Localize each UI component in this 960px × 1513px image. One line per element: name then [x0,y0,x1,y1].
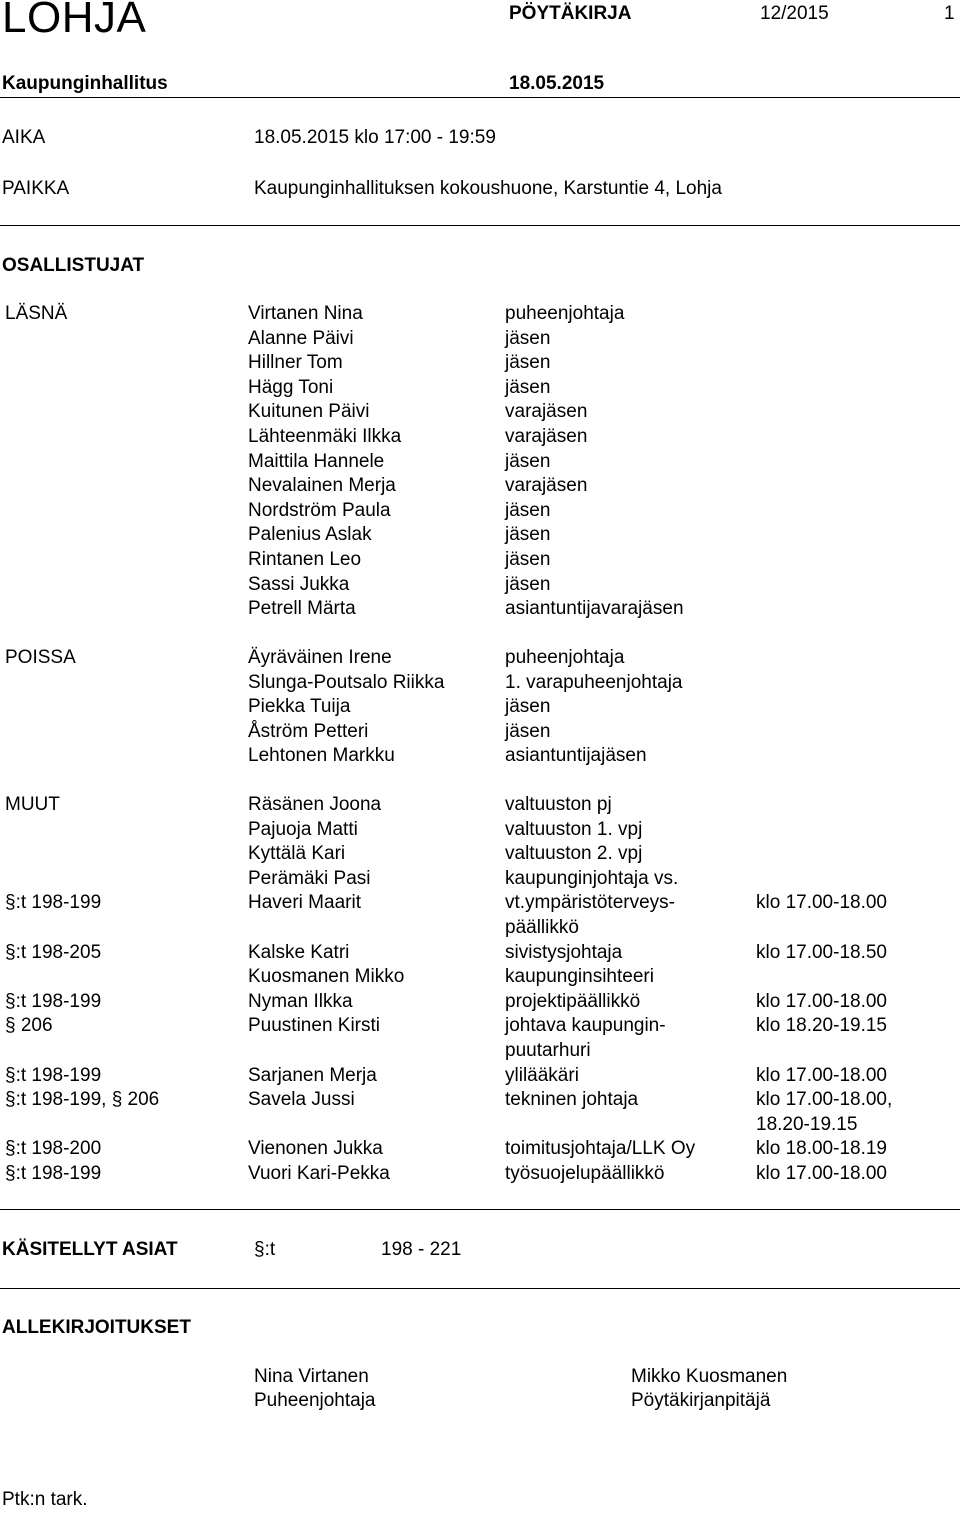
participant-role: jäsen [505,376,551,398]
other-time: klo 17.00-18.00 [756,1163,887,1184]
participant-name: Slunga-Poutsalo Riikka [248,671,445,693]
participant-name: Lähteenmäki Ilkka [248,426,402,447]
other-row [0,941,960,966]
other-row [0,891,960,938]
participant-row [0,351,960,376]
participant-name: Petrell Märta [248,598,356,620]
other-time: klo 17.00-18.50 [756,941,887,963]
other-role: johtava kaupungin- [505,1015,666,1037]
other-row [0,842,960,867]
participant-row [0,548,960,573]
review-label: Ptk:n tark. [2,1489,88,1510]
participant-row [0,573,960,598]
other-section: §:t 198-200 [5,1138,102,1160]
other-name: Savela Jussi [248,1089,355,1111]
other-name: Haveri Maarit [248,892,361,914]
participant-name: Rintanen Leo [248,549,362,570]
participant-role: jäsen [505,720,551,742]
other-section: §:t 198-199 [5,990,102,1012]
handled-rule [0,1288,960,1289]
participant-role: jäsen [505,450,551,472]
participant-role: jäsen [505,327,551,349]
other-name: Räsänen Joona [248,794,382,815]
participant-row [0,474,960,499]
participant-name: Lehtonen Markku [248,745,395,767]
participant-row [0,744,960,769]
participant-name: Kuitunen Päivi [248,401,370,423]
other-name: Perämäki Pasi [248,867,371,889]
signature-left-name: Nina Virtanen [254,1366,369,1387]
other-role: työsuojelupäällikkö [505,1163,665,1184]
other-name: Kyttälä Kari [248,843,346,865]
other-name: Vienonen Jukka [248,1138,383,1160]
other-time: klo 17.00-18.00 [756,990,887,1012]
doc-number: 12/2015 [760,3,829,24]
participant-role: jäsen [505,696,551,718]
other-section: §:t 198-199 [5,892,102,914]
participant-name: Maittila Hannele [248,450,385,472]
other-role: sivistysjohtaja [505,941,623,963]
other-row [0,1162,960,1187]
participant-role: varajäsen [505,401,588,423]
other-row [0,1137,960,1162]
participant-role: jäsen [505,573,551,595]
participant-row [0,450,960,475]
other-time: klo 17.00-18.00, [756,1089,893,1111]
meeting-rule [0,225,960,226]
other-section: § 206 [5,1015,53,1037]
doc-type: PÖYTÄKIRJA [509,3,632,24]
participant-role: asiantuntijavarajäsen [505,598,684,620]
signature-left-title: Puheenjohtaja [254,1390,376,1411]
time-value: 18.05.2015 klo 17:00 - 19:59 [254,127,496,148]
other-role: valtuuston pj [505,794,612,815]
other-role-cont: puutarhuri [505,1039,591,1061]
present-label: LÄSNÄ [5,303,68,324]
handled-section-mark: §:t [254,1239,276,1260]
other-role: valtuuston 1. vpj [505,818,643,840]
participant-row [0,523,960,548]
participant-role: asiantuntijajäsen [505,745,647,767]
other-role: kaupunginsihteeri [505,966,654,988]
other-role: vt.ympäristöterveys- [505,892,675,914]
other-role: kaupunginjohtaja vs. [505,867,679,889]
other-role-cont: päällikkö [505,916,579,938]
participant-row [0,327,960,352]
other-row [0,965,960,990]
participant-name: Palenius Aslak [248,524,372,546]
signatures-label: ALLEKIRJOITUKSET [2,1317,191,1338]
participant-name: Sassi Jukka [248,573,350,595]
participant-name: Äyräväinen Irene [248,647,392,668]
others-rule [0,1209,960,1210]
header-rule [0,97,960,98]
participant-name: Virtanen Nina [248,303,363,324]
other-section: §:t 198-199 [5,1064,102,1086]
other-row [0,1064,960,1089]
participant-name: Nordström Paula [248,499,391,521]
participant-row [0,597,960,622]
handled-label: KÄSITELLYT ASIAT [2,1239,178,1260]
participant-role: 1. varapuheenjohtaja [505,671,683,693]
place-label: PAIKKA [2,178,70,199]
participant-role: jäsen [505,549,551,570]
other-name: Kuosmanen Mikko [248,966,405,988]
participant-row [0,646,960,671]
other-name: Nyman Ilkka [248,990,353,1012]
participant-role: varajäsen [505,426,588,447]
participant-row [0,425,960,450]
participant-role: varajäsen [505,475,588,497]
other-row [0,867,960,892]
participant-role: puheenjohtaja [505,303,625,324]
other-time: klo 17.00-18.00 [756,892,887,914]
participant-row [0,302,960,327]
participant-name: Piekka Tuija [248,696,351,718]
other-role: tekninen johtaja [505,1089,639,1111]
logo: LOHJA [2,0,147,42]
other-role: projektipäällikkö [505,990,641,1012]
other-row [0,1014,960,1061]
other-row [0,1088,960,1135]
absent-label: POISSA [5,647,76,668]
other-time: klo 18.00-18.19 [756,1138,887,1160]
other-role: ylilääkäri [505,1064,579,1086]
participant-row [0,720,960,745]
other-name: Sarjanen Merja [248,1064,377,1086]
place-value: Kaupunginhallituksen kokoushuone, Karstuntie 4, Lohja [254,178,722,199]
participant-row [0,499,960,524]
participant-row [0,400,960,425]
other-time: klo 18.20-19.15 [756,1015,887,1037]
other-time: klo 17.00-18.00 [756,1064,887,1086]
participant-name: Åström Petteri [248,720,369,742]
participants-title: OSALLISTUJAT [2,255,145,276]
other-name: Vuori Kari-Pekka [248,1163,390,1184]
participant-role: jäsen [505,524,551,546]
participant-row [0,376,960,401]
other-role: toimitusjohtaja/LLK Oy [505,1138,696,1160]
signature-right-name: Mikko Kuosmanen [631,1366,788,1387]
time-label: AIKA [2,127,46,148]
body-name: Kaupunginhallitus [2,73,168,94]
other-row [0,990,960,1015]
handled-range: 198 - 221 [381,1239,462,1260]
other-row [0,818,960,843]
page-number: 1 [944,3,955,24]
other-name: Pajuoja Matti [248,818,358,840]
other-name: Puustinen Kirsti [248,1015,381,1037]
participant-name: Hillner Tom [248,352,343,374]
participant-name: Nevalainen Merja [248,475,396,497]
other-time-cont: 18.20-19.15 [756,1113,858,1135]
others-label: MUUT [5,794,60,815]
other-name: Kalske Katri [248,941,350,963]
other-section: §:t 198-205 [5,941,102,963]
participant-role: puheenjohtaja [505,647,625,668]
other-section: §:t 198-199 [5,1163,102,1184]
other-role: valtuuston 2. vpj [505,843,643,865]
participant-role: jäsen [505,352,551,374]
signature-right-title: Pöytäkirjanpitäjä [631,1390,771,1411]
participant-name: Alanne Päivi [248,327,354,349]
participant-row [0,695,960,720]
participant-row [0,671,960,696]
meeting-date: 18.05.2015 [509,73,605,94]
participant-name: Hägg Toni [248,376,334,398]
other-row [0,793,960,818]
other-section: §:t 198-199, § 206 [5,1089,160,1111]
participant-role: jäsen [505,499,551,521]
